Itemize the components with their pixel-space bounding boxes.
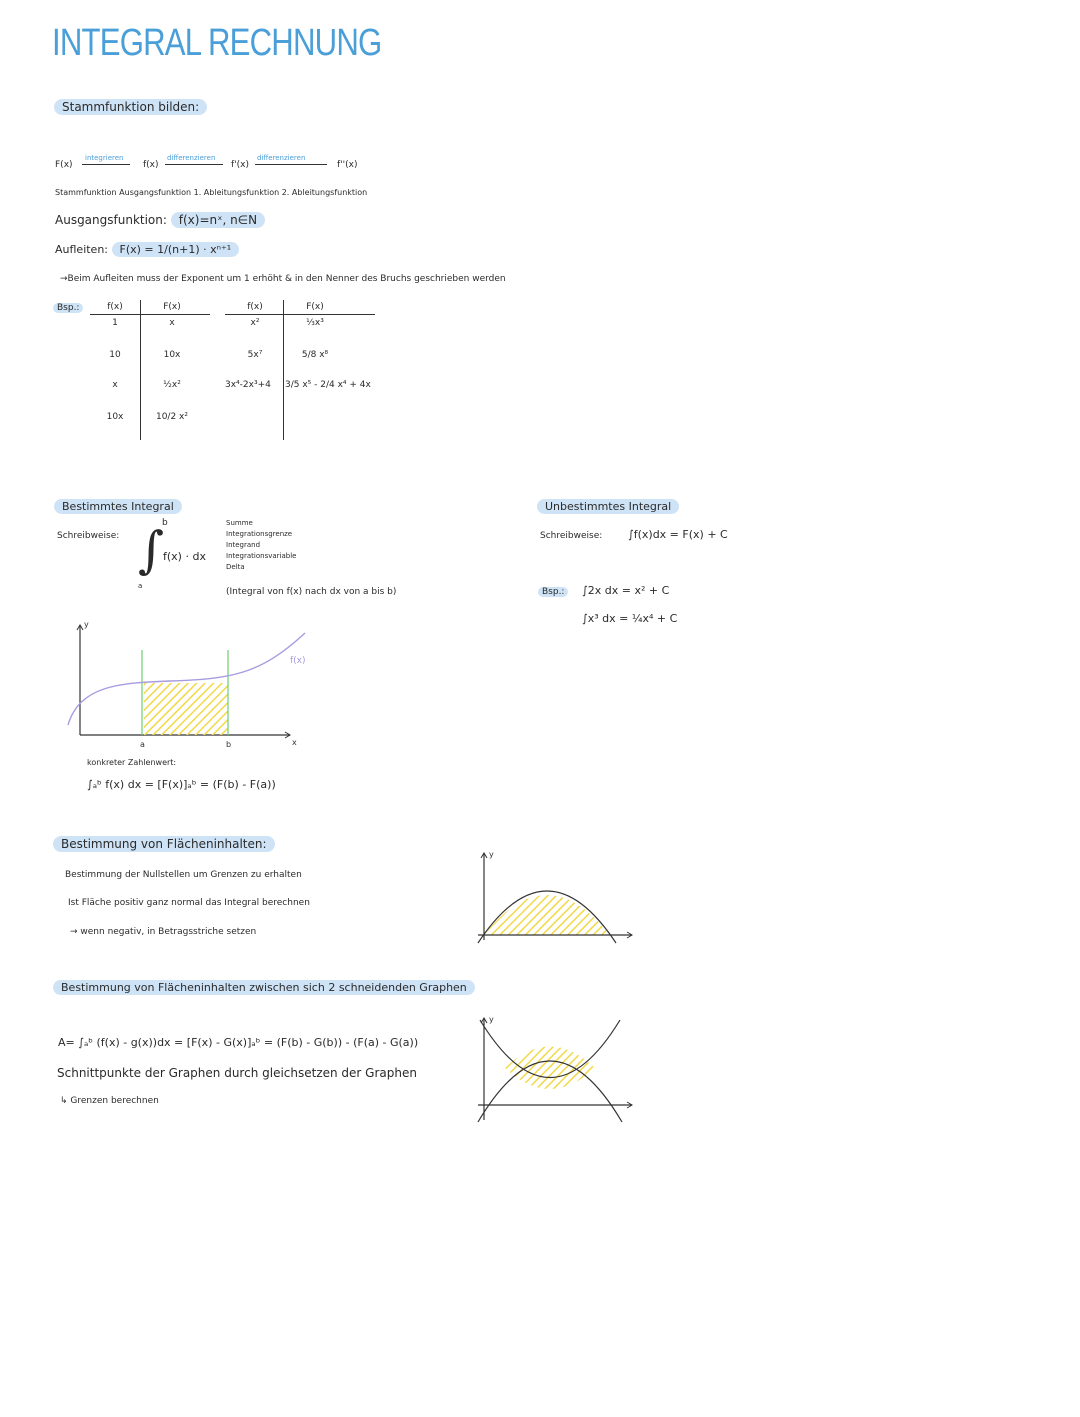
flaeche-line-3: → wenn negativ, in Betragsstriche setzen	[70, 927, 257, 937]
unbestimmt-heading: Unbestimmtes Integral	[537, 500, 679, 513]
y-axis-label: y	[489, 850, 494, 859]
unbestimmt-example-1: ∫2x dx = x² + C	[582, 584, 670, 597]
bsp-label: Bsp.:	[53, 303, 83, 313]
integral-reading: (Integral von f(x) nach dx von a bis b)	[226, 587, 397, 597]
konkret-label: konkreter Zahlenwert:	[87, 758, 177, 767]
arrow-right-icon	[255, 164, 327, 165]
y-axis-label: y	[489, 1015, 494, 1024]
aufleiten-row: Aufleiten: F(x) = 1/(n+1) · xⁿ⁺¹	[55, 243, 239, 256]
area-hatch	[505, 1047, 595, 1090]
area-hatch	[484, 895, 610, 935]
zwischen-line-3: ↳ Grenzen berechnen	[60, 1096, 159, 1106]
derivation-chain: F(x) integrieren f(x) differenzieren f'(x) differenzieren f''(x)	[55, 154, 358, 170]
notation-notes: Summe Integrationsgrenze Integrand Integrationsvariable Delta	[226, 519, 297, 571]
arrow-left-icon	[82, 164, 130, 165]
unbestimmt-bsp: Bsp.:	[538, 587, 568, 597]
aufleiten-rule: →Beim Aufleiten muss der Exponent um 1 erhöht & in den Nenner des Bruchs geschrieben werden	[60, 274, 506, 284]
bestimmt-schreibweise: Schreibweise:	[57, 531, 120, 541]
zwischen-heading: Bestimmung von Flächeninhalten zwischen sich 2 schneidenden Graphen	[53, 981, 475, 994]
b-label: b	[226, 740, 232, 749]
konkret-formula: ∫ₐᵇ f(x) dx = [F(x)]ₐᵇ = (F(b) - F(a))	[87, 778, 276, 791]
unbestimmt-example-2: ∫x³ dx = ¼x⁴ + C	[582, 612, 678, 625]
page-title: INTEGRAL RECHNUNG	[52, 22, 382, 64]
definite-integral-graph	[60, 615, 320, 755]
integral-notation: ∫ b a f(x) · dx	[138, 518, 206, 590]
area-hatch	[144, 683, 228, 735]
x-axis-label: x	[292, 738, 297, 747]
example-table-1: f(x) F(x) 1 x 10 10x x ½x² 10x 10/2 x²	[90, 300, 210, 440]
zwischen-formula: A= ∫ₐᵇ (f(x) - g(x))dx = [F(x) - G(x)]ₐᵇ = (F(b) - G(b)) - (F(a) - G(a))	[58, 1036, 419, 1049]
between-graphs-plot	[470, 1010, 640, 1125]
flaeche-line-1: Bestimmung der Nullstellen um Grenzen zu erhalten	[65, 870, 302, 880]
positive-area-graph	[470, 845, 640, 945]
flaeche-line-2: Ist Fläche positiv ganz normal das Integral berechnen	[68, 898, 310, 908]
bestimmt-heading: Bestimmtes Integral	[54, 500, 182, 513]
y-axis-label: y	[84, 620, 89, 629]
stamm-heading: Stammfunktion bilden:	[54, 100, 207, 114]
arrow-right-icon	[165, 164, 223, 165]
example-table-2: f(x) F(x) x² ⅓x³ 5x⁷ 5/8 x⁸ 3x⁴-2x³+4 3/5 x⁵ - 2/4 x⁴ + 4x	[225, 300, 375, 440]
unbestimmt-schreibweise: Schreibweise:	[540, 531, 603, 541]
curve-label: f(x)	[290, 656, 306, 666]
ausgangsfunktion-row: Ausgangsfunktion: f(x)=nˣ, n∈N	[55, 213, 265, 227]
flaeche-heading: Bestimmung von Flächeninhalten:	[53, 837, 275, 851]
a-label: a	[140, 740, 145, 749]
chain-labels: Stammfunktion Ausgangsfunktion 1. Ableitungsfunktion 2. Ableitungsfunktion	[55, 188, 368, 197]
unbestimmt-formula: ∫f(x)dx = F(x) + C	[628, 528, 728, 541]
integral-sign-icon: ∫	[138, 521, 165, 579]
zwischen-line-2: Schnittpunkte der Graphen durch gleichsetzen der Graphen	[57, 1066, 417, 1080]
